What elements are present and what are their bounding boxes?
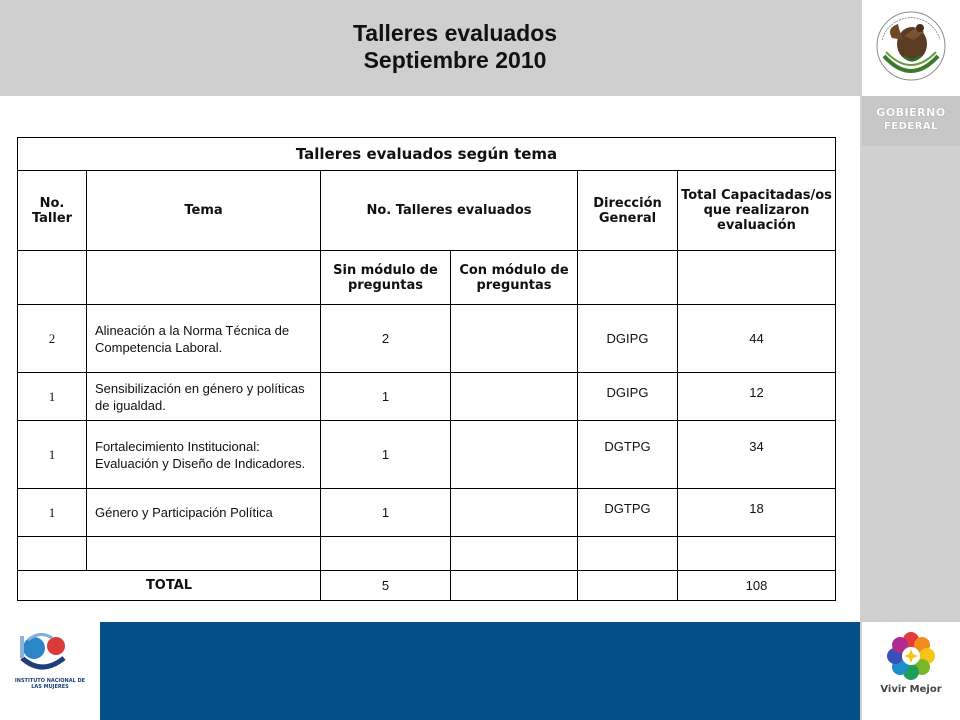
empty-cell <box>578 537 678 571</box>
empty-cell <box>87 537 321 571</box>
table-row-empty <box>18 537 836 571</box>
inmujeres-logo <box>0 622 100 720</box>
row-sin-modulo: 1 <box>321 421 451 489</box>
row-direccion: DGIPG <box>578 305 678 373</box>
row-sin-modulo: 1 <box>321 373 451 421</box>
row-no: 1 <box>18 373 87 421</box>
empty-cell <box>18 537 87 571</box>
mexican-seal-icon <box>862 0 960 96</box>
header-no-talleres: No. Talleres evaluados <box>321 171 578 251</box>
total-capacitadas: 108 <box>678 571 836 601</box>
empty-cell <box>578 571 678 601</box>
footer-blue-band <box>100 622 860 720</box>
vivir-mejor-flower-icon <box>862 622 960 682</box>
row-total: 18 <box>678 489 836 537</box>
page-title <box>0 20 910 74</box>
empty-cell <box>578 251 678 305</box>
header-total: Total Capacitadas/os que realizaron evaluación <box>678 171 836 251</box>
row-tema: Género y Participación Política <box>87 489 321 537</box>
row-con-modulo <box>451 489 578 537</box>
page-title-line2: Septiembre 2010 <box>363 47 547 73</box>
row-direccion: DGTPG <box>578 421 678 489</box>
talleres-table <box>17 137 836 601</box>
row-con-modulo <box>451 305 578 373</box>
row-total: 44 <box>678 305 836 373</box>
vivir-mejor-label: Vivir Mejor <box>880 684 942 695</box>
header-tema: Tema <box>87 171 321 251</box>
header-no-taller: No. Taller <box>18 171 87 251</box>
header-direccion: Dirección General <box>578 171 678 251</box>
row-sin-modulo: 2 <box>321 305 451 373</box>
total-sin-modulo: 5 <box>321 571 451 601</box>
row-no: 2 <box>18 305 87 373</box>
empty-cell <box>678 251 836 305</box>
row-total: 12 <box>678 373 836 421</box>
seal-logo <box>862 0 960 96</box>
table-row <box>18 421 836 489</box>
header-sin-modulo: Sin módulo de preguntas <box>321 251 451 305</box>
empty-cell <box>678 537 836 571</box>
total-row <box>18 571 836 601</box>
row-tema: Fortalecimiento Institucional: Evaluación y Diseño de Indicadores. <box>87 421 321 489</box>
row-tema: Sensibilización en género y políticas de igualdad. <box>87 373 321 421</box>
empty-cell <box>18 251 87 305</box>
empty-cell <box>451 537 578 571</box>
empty-cell <box>321 537 451 571</box>
empty-cell <box>87 251 321 305</box>
table-row <box>18 489 836 537</box>
header-con-modulo: Con módulo de preguntas <box>451 251 578 305</box>
page-title-line1: Talleres evaluados <box>352 20 558 46</box>
row-direccion: DGIPG <box>578 373 678 421</box>
row-total: 34 <box>678 421 836 489</box>
gobierno-line1: GOBIERNO <box>876 106 946 119</box>
row-no: 1 <box>18 489 87 537</box>
gobierno-federal-logo <box>862 96 960 146</box>
row-con-modulo <box>451 421 578 489</box>
row-con-modulo <box>451 373 578 421</box>
inmujeres-label: INSTITUTO NACIONAL DE LAS MUJERES <box>14 678 86 690</box>
table-row <box>18 305 836 373</box>
row-tema: Alineación a la Norma Técnica de Competencia Laboral. <box>87 305 321 373</box>
table-caption: Talleres evaluados según tema <box>18 138 836 171</box>
row-sin-modulo: 1 <box>321 489 451 537</box>
inmujeres-icon <box>0 622 100 682</box>
row-no: 1 <box>18 421 87 489</box>
empty-cell <box>451 571 578 601</box>
vivir-mejor-logo <box>862 622 960 720</box>
table-row <box>18 373 836 421</box>
total-label: TOTAL <box>18 571 321 601</box>
gobierno-line2: FEDERAL <box>883 121 939 132</box>
row-direccion: DGTPG <box>578 489 678 537</box>
